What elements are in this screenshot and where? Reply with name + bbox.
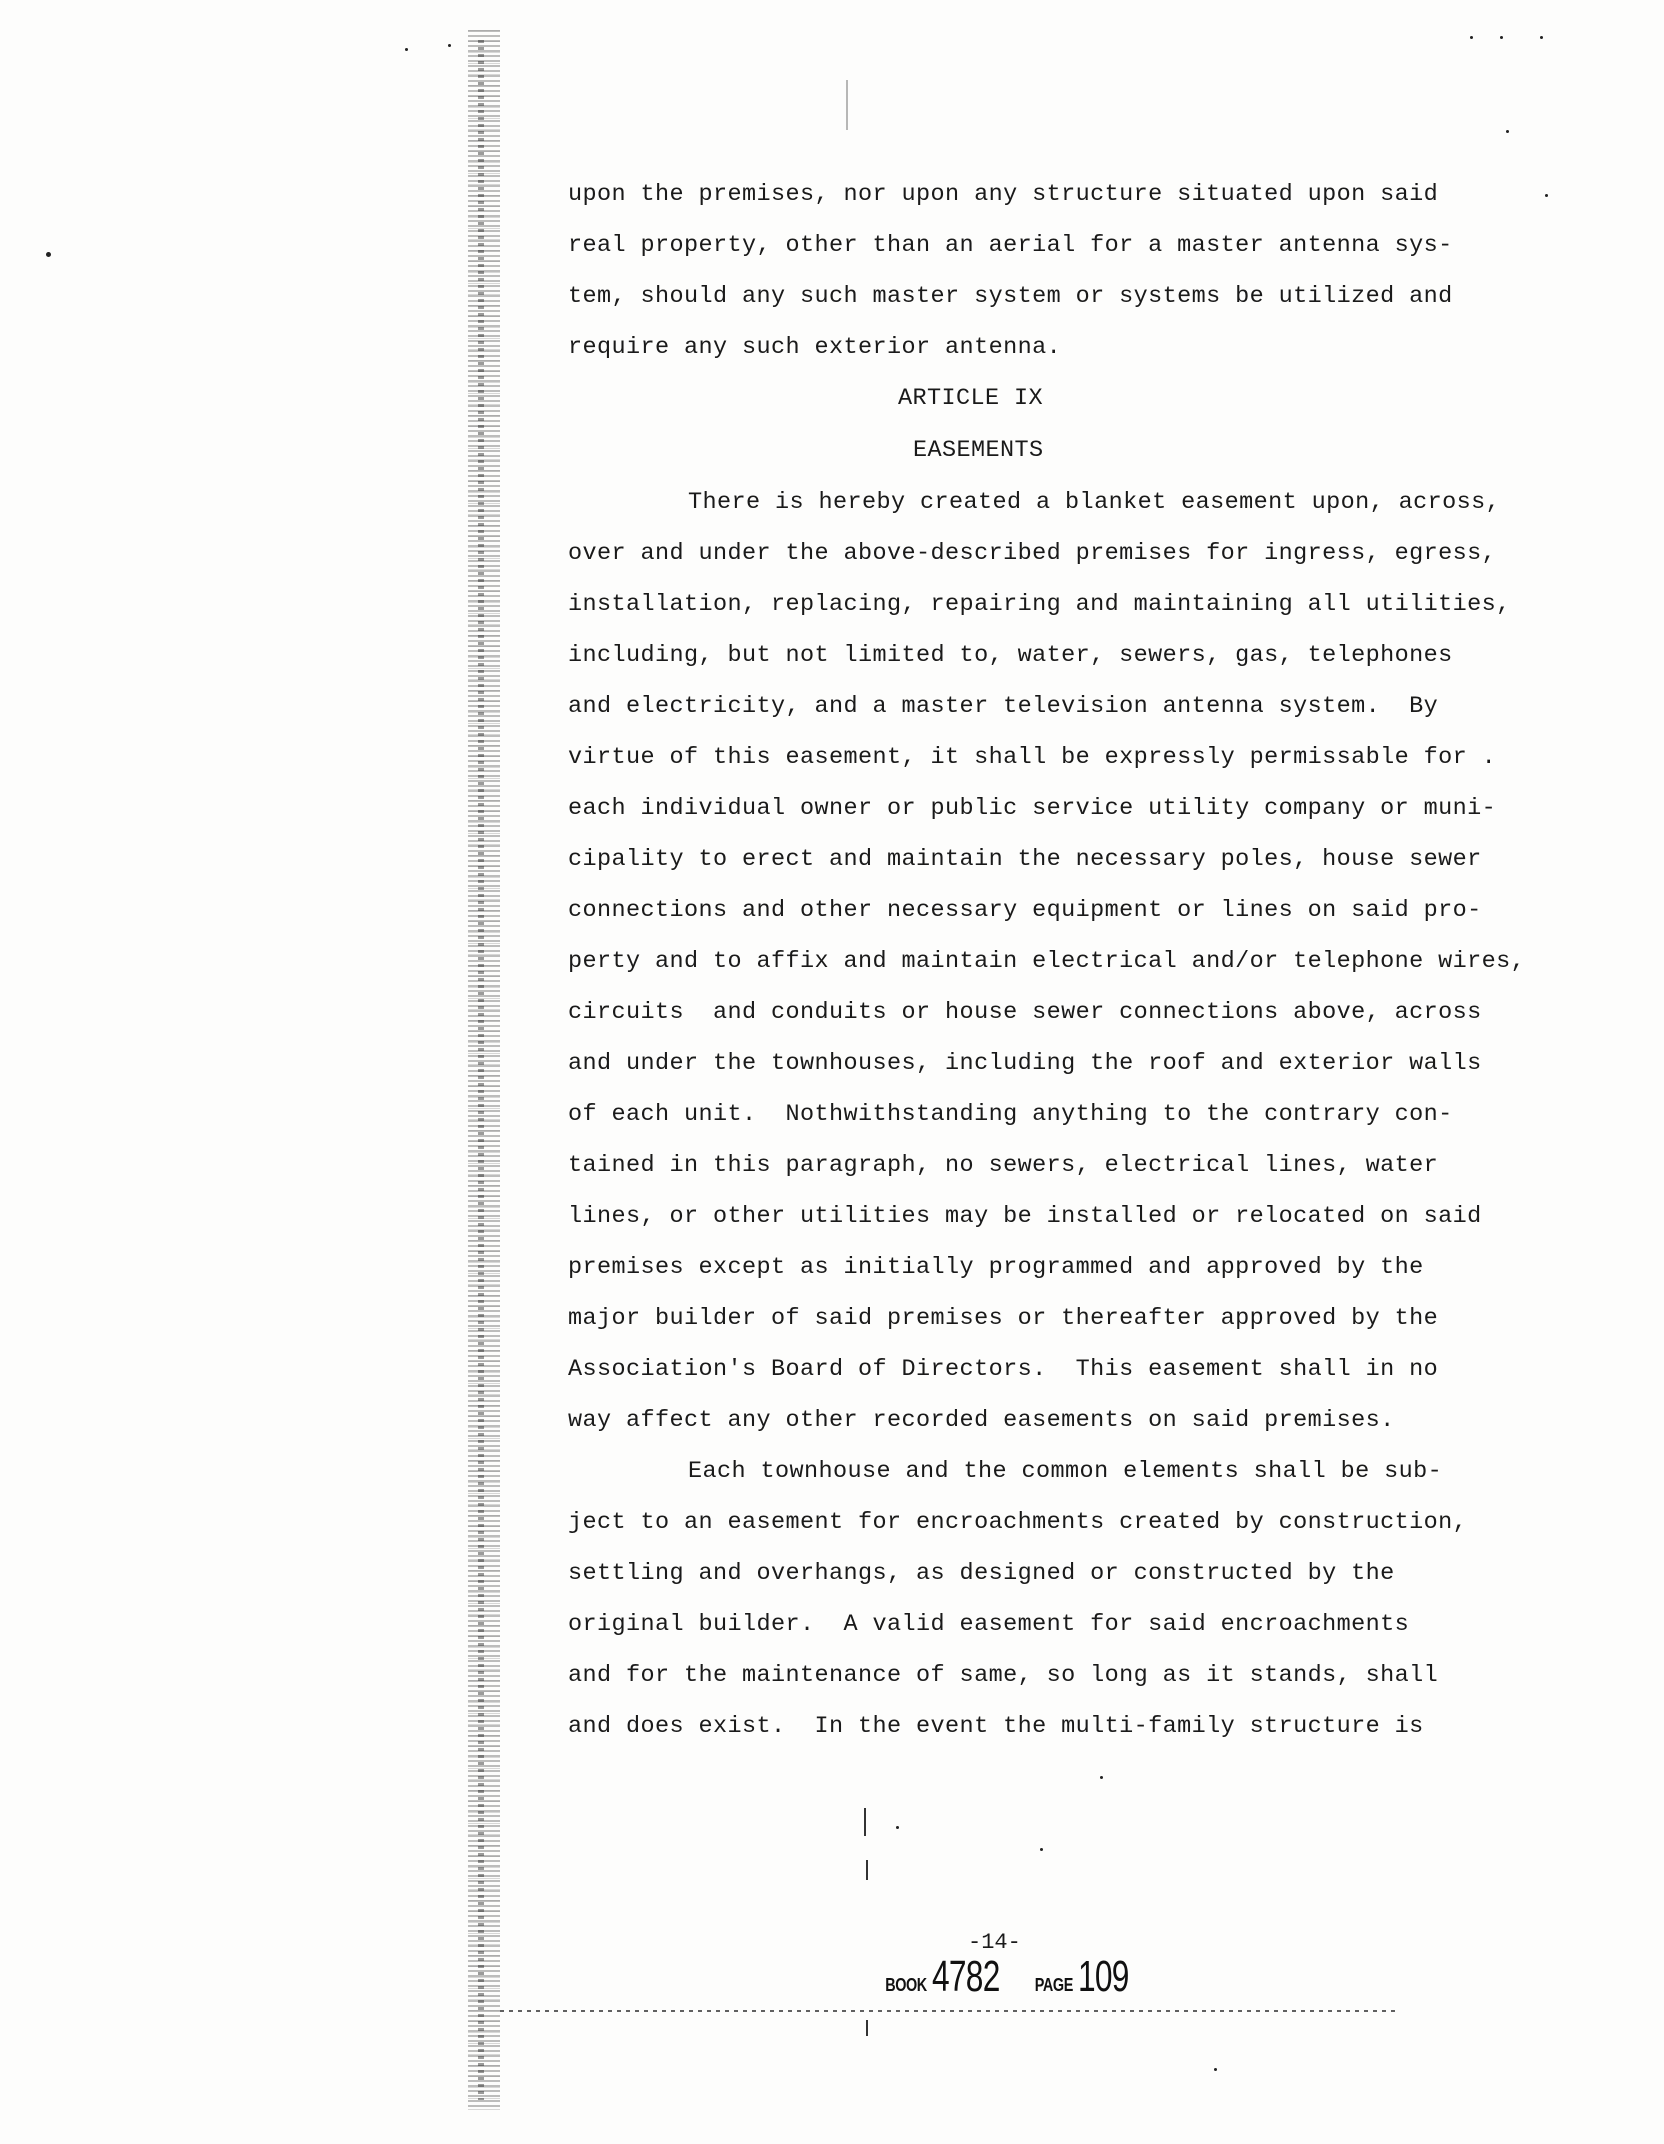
scan-speck [1470, 36, 1473, 39]
book-page-stamp [880, 1952, 1148, 2002]
text-line: circuits and conduits or house sewer connections above, across [568, 999, 1482, 1026]
text-line: and for the maintenance of same, so long as it stands, shall [568, 1662, 1439, 1689]
scan-binding-edge [478, 40, 484, 2100]
scan-speck [1100, 1776, 1103, 1779]
scan-binding-strip [468, 30, 500, 2110]
scan-artifact [846, 80, 848, 130]
scan-artifact [864, 1808, 866, 1836]
scan-artifact [866, 2020, 868, 2036]
text-line: There is hereby created a blanket easement upon, across, [688, 489, 1501, 516]
scan-speck [1040, 1848, 1043, 1851]
scan-speck [46, 252, 51, 257]
text-line: and under the townhouses, including the roof and exterior walls [568, 1050, 1482, 1077]
scan-artifact [866, 1860, 868, 1880]
text-line: tem, should any such master system or systems be utilized and [568, 283, 1453, 310]
page-ref: 109 [1078, 1952, 1129, 2001]
text-line: major builder of said premises or thereafter approved by the [568, 1305, 1439, 1332]
text-line: Each townhouse and the common elements shall be sub- [688, 1458, 1443, 1485]
page-number: -14- [968, 1930, 1021, 1955]
text-line: and does exist. In the event the multi-family structure is [568, 1713, 1424, 1740]
scan-dashed-rule [500, 2010, 1400, 2012]
page-label: PAGE [1035, 1975, 1074, 1995]
article-title: EASEMENTS [913, 437, 1044, 464]
text-line: original builder. A valid easement for said encroachments [568, 1611, 1410, 1638]
book-number: 4782 [932, 1952, 1000, 2001]
scan-speck [448, 44, 451, 47]
text-line: require any such exterior antenna. [568, 334, 1062, 361]
text-line: connections and other necessary equipment or lines on said pro- [568, 897, 1482, 924]
scan-speck [1500, 36, 1503, 39]
text-line: of each unit. Nothwithstanding anything to the contrary con- [568, 1101, 1453, 1128]
scan-speck [896, 1826, 899, 1829]
scan-speck [405, 48, 408, 51]
text-line: tained in this paragraph, no sewers, electrical lines, water [568, 1152, 1439, 1179]
text-line: perty and to affix and maintain electrical and/or telephone wires, [568, 948, 1526, 975]
article-heading: ARTICLE IX [898, 385, 1044, 412]
text-line: each individual owner or public service utility company or muni- [568, 795, 1497, 822]
text-line: and electricity, and a master television antenna system. By [568, 693, 1439, 720]
text-line: including, but not limited to, water, sewers, gas, telephones [568, 642, 1453, 669]
text-line: lines, or other utilities may be installed or relocated on said [568, 1203, 1482, 1230]
text-line: virtue of this easement, it shall be expressly permissable for . [568, 744, 1497, 771]
text-line: over and under the above-described premises for ingress, egress, [568, 540, 1497, 567]
text-line: ject to an easement for encroachments created by construction, [568, 1509, 1468, 1536]
text-line: settling and overhangs, as designed or constructed by the [568, 1560, 1395, 1587]
text-line: installation, replacing, repairing and maintaining all utilities, [568, 591, 1511, 618]
scan-speck [1545, 194, 1548, 197]
text-line: Association's Board of Directors. This easement shall in no [568, 1356, 1439, 1383]
scan-speck [1214, 2068, 1217, 2071]
text-line: upon the premises, nor upon any structure situated upon said [568, 181, 1439, 208]
text-line: way affect any other recorded easements on said premises. [568, 1407, 1395, 1434]
text-line: cipality to erect and maintain the necessary poles, house sewer [568, 846, 1482, 873]
book-label: BOOK [885, 1975, 927, 1995]
scan-speck [1506, 130, 1509, 133]
text-line: premises except as initially programmed and approved by the [568, 1254, 1424, 1281]
text-line: real property, other than an aerial for a master antenna sys- [568, 232, 1453, 259]
scan-speck [1540, 36, 1543, 39]
